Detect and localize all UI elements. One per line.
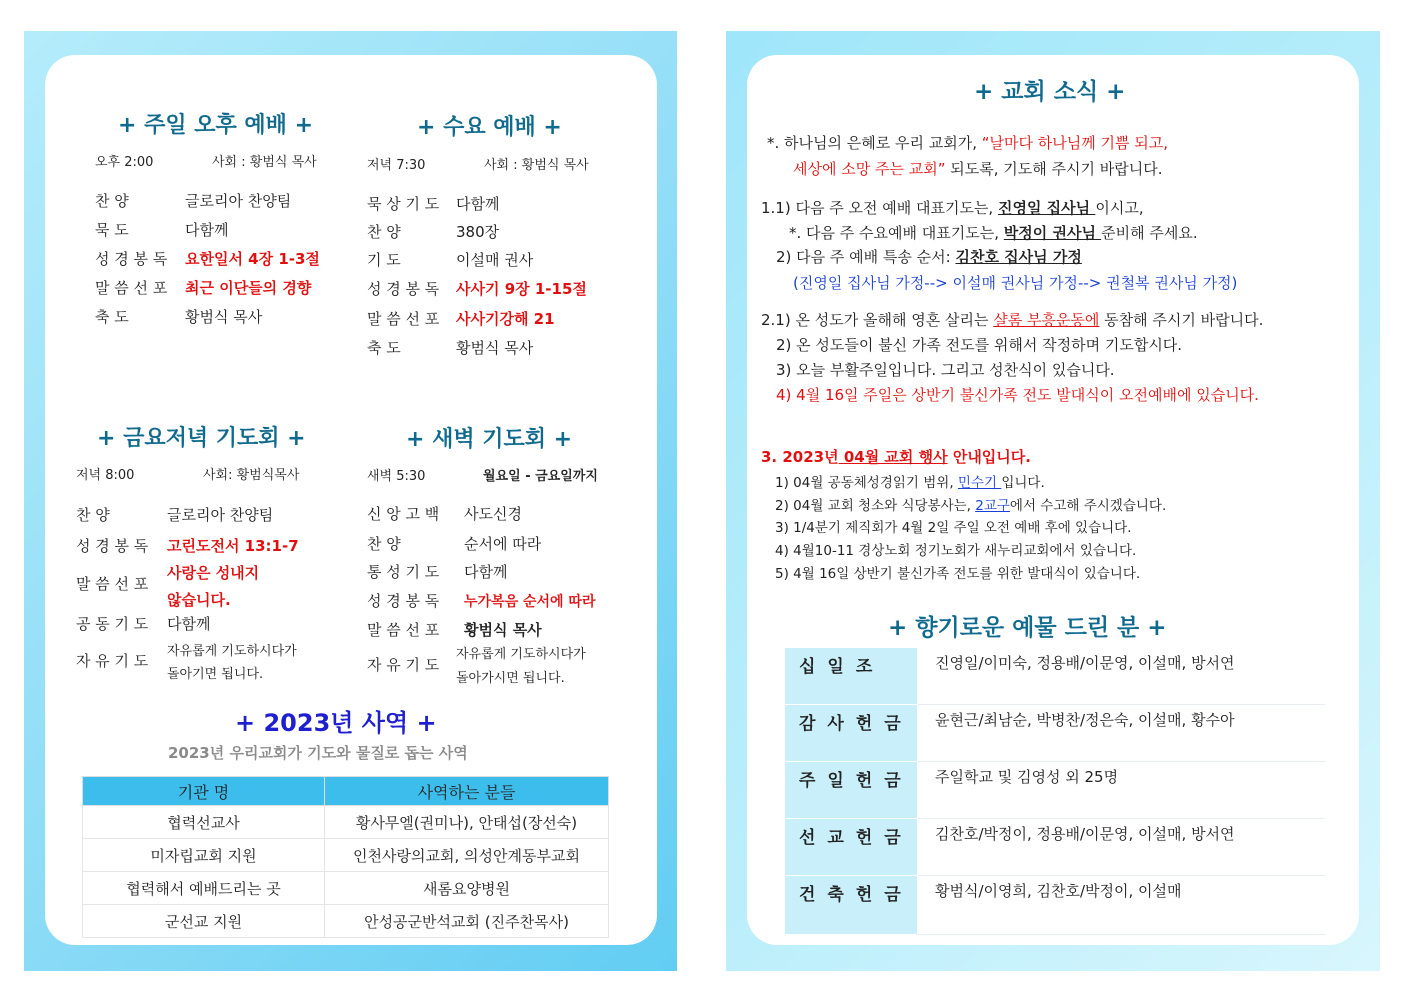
wednesday-title: + 수요 예배 + xyxy=(417,115,562,140)
order-label: 찬 양 xyxy=(367,535,401,553)
table-row xyxy=(83,905,609,938)
table-cell: 새롬요양병원 xyxy=(325,872,609,905)
free-prayer-line1: 자유롭게 기도하시다가 xyxy=(456,647,586,662)
order-label: 자 유 기 도 xyxy=(367,656,440,674)
news-quote: 세상에 소망 주는 교회” xyxy=(793,160,946,178)
offering-row xyxy=(785,876,1325,934)
scripture-reading: 요한일서 4장 1-3절 xyxy=(185,250,320,268)
order-value: 사도신경 xyxy=(464,505,522,523)
news-text: 1.1) 다음 주 오전 예배 대표기도는, xyxy=(761,199,998,217)
news-text: *. 하나님의 은혜로 우리 교회가, xyxy=(767,134,982,152)
special-song-family: 김찬호 집사님 가정 xyxy=(955,248,1082,266)
wednesday-host: 사회 : 황범식 목사 xyxy=(484,158,589,173)
order-label: 성 경 봉 독 xyxy=(76,537,149,555)
news-item xyxy=(775,471,1045,491)
news-item: 2) 온 성도들이 불신 가족 전도를 위해서 작정하며 기도합시다. xyxy=(776,336,1183,354)
news-item xyxy=(776,246,1082,267)
news-intro-line1 xyxy=(767,132,1168,153)
news-item xyxy=(761,309,1263,330)
offering-donors: 김찬호/박정이, 정용배/이문영, 이설매, 방서연 xyxy=(935,825,1235,843)
prayer-leader-name: 박정이 권사님 xyxy=(1003,224,1102,242)
offering-donors: 황범식/이영희, 김찬호/박정이, 이설매 xyxy=(935,882,1182,900)
order-label: 자 유 기 도 xyxy=(76,652,149,670)
order-value: 황범식 목사 xyxy=(185,308,263,326)
free-prayer-line2: 돌아기면 됩니다. xyxy=(167,667,264,682)
column-header: 기관 명 xyxy=(83,777,325,806)
news-text: *. 다음 주 수요예배 대표기도는, xyxy=(789,224,1004,242)
free-prayer-line2: 돌아가시면 됩니다. xyxy=(456,671,565,686)
sermon-title: 최근 이단들의 경향 xyxy=(185,279,312,297)
news-item: 3) 오늘 부활주일입니다. 그리고 성찬식이 있습니다. xyxy=(776,361,1115,379)
order-value: 다함께 xyxy=(185,221,229,239)
news-text: 안내입니다. xyxy=(947,448,1031,466)
scripture-reading: 고린도전서 13:1-7 xyxy=(167,537,299,555)
offering-donors: 진영일/이미숙, 정용배/이문영, 이설매, 방서연 xyxy=(935,654,1235,672)
friday-title: + 금요저녁 기도회 + xyxy=(97,426,306,451)
order-label: 찬 양 xyxy=(95,192,129,210)
offering-type: 건축헌금 xyxy=(799,885,913,905)
order-label: 성 경 봉 독 xyxy=(95,250,168,268)
order-value: 글로리아 찬양팀 xyxy=(167,506,274,524)
special-song-order: (진영일 집사님 가정--> 이설매 권사님 가정--> 권철복 권사님 가정) xyxy=(793,274,1238,292)
order-label: 말 씀 선 포 xyxy=(76,575,149,593)
free-prayer-line1: 자유롭게 기도하시다가 xyxy=(167,644,297,659)
offering-row xyxy=(785,762,1325,818)
prayer-leader-name: 진영일 집사님 xyxy=(997,199,1096,217)
offering-row xyxy=(785,648,1325,704)
news-text: 동참해 주시기 바랍니다. xyxy=(1099,311,1264,329)
scripture-reading: 사사기 9장 1-15절 xyxy=(456,280,587,298)
news-quote: “날마다 하나님께 기쁨 되고, xyxy=(981,134,1168,152)
ministry-table xyxy=(82,776,609,938)
order-value: 글로리아 찬양팀 xyxy=(185,192,292,210)
offerings-table xyxy=(785,648,1325,934)
offering-donors: 주일학교 및 김영성 외 25명 xyxy=(935,768,1119,786)
ministry-title: + 2023년 사역 + xyxy=(235,709,437,737)
cleaning-district: 2교구 xyxy=(975,498,1010,514)
offering-type: 주일헌금 xyxy=(799,771,913,791)
news-item xyxy=(789,222,1198,243)
order-label: 신 앙 고 백 xyxy=(367,505,440,523)
order-label: 묵 상 기 도 xyxy=(367,195,440,213)
news-item: 4) 4월 16일 주일은 상반기 불신가족 전도 발대식이 오전예배에 있습니다. xyxy=(776,386,1259,404)
offering-type: 감사헌금 xyxy=(799,714,913,734)
order-label: 공 동 기 도 xyxy=(76,615,149,633)
ministry-subtitle: 2023년 우리교회가 기도와 물질로 돕는 사역 xyxy=(168,744,468,762)
dawn-title: + 새벽 기도회 + xyxy=(406,427,573,452)
table-header-row xyxy=(83,777,609,806)
news-text: 준비해 주세요. xyxy=(1101,224,1198,242)
news-item: 3) 1/4분기 제직회가 4월 2일 주일 오전 예배 후에 있습니다. xyxy=(775,520,1132,536)
column-header: 사역하는 분들 xyxy=(325,777,609,806)
news-text: 2) 04월 교회 청소와 식당봉사는, xyxy=(775,498,976,514)
monthly-events-heading xyxy=(761,446,1031,467)
revival-movement: 샬롬 부흥운동에 xyxy=(993,311,1100,329)
news-item: 4) 4월10-11 경상노회 정기노회가 새누리교회에서 있습니다. xyxy=(775,543,1137,559)
sermon-title-line2: 않습니다. xyxy=(167,591,231,609)
order-label: 말 씀 선 포 xyxy=(367,310,440,328)
offering-type: 십일조 xyxy=(799,657,885,677)
news-text: 되도록, 기도해 주시기 바랍니다. xyxy=(945,160,1163,178)
news-item xyxy=(761,197,1144,218)
wednesday-time: 저녁 7:30 xyxy=(367,158,426,173)
table-row xyxy=(83,806,609,839)
table-cell: 인천사랑의교회, 의성안계동부교회 xyxy=(325,839,609,872)
offering-row xyxy=(785,819,1325,875)
news-title: + 교회 소식 + xyxy=(974,79,1126,105)
news-text: 입니다. xyxy=(1001,475,1045,491)
dawn-time: 새벽 5:30 xyxy=(367,469,426,484)
sunday-pm-time: 오후 2:00 xyxy=(95,155,154,170)
order-value: 순서에 따라 xyxy=(464,535,542,553)
order-label: 통 성 기 도 xyxy=(367,563,440,581)
order-value: 다함께 xyxy=(456,195,500,213)
table-row xyxy=(83,839,609,872)
news-intro-line2 xyxy=(793,158,1162,179)
order-value: 이설매 권사 xyxy=(456,251,534,269)
scripture-reading: 누가복음 순서에 따라 xyxy=(464,594,596,610)
table-cell: 안성공군반석교회 (진주찬목사) xyxy=(325,905,609,938)
news-text: 1) 04월 공동체성경읽기 범위, xyxy=(775,475,958,491)
order-label: 기 도 xyxy=(367,251,401,269)
table-cell: 군선교 지원 xyxy=(83,905,325,938)
friday-time: 저녁 8:00 xyxy=(76,468,135,483)
table-cell: 황사무엘(권미나), 안태섭(장선숙) xyxy=(325,806,609,839)
news-text: 에서 수고해 주시겠습니다. xyxy=(1009,498,1167,514)
order-label: 성 경 봉 독 xyxy=(367,280,440,298)
sunday-pm-host: 사회 : 황범식 목사 xyxy=(212,155,317,170)
bible-reading-book: 민수기 xyxy=(957,475,1002,491)
order-label: 축 도 xyxy=(95,308,129,326)
order-value: 황범식 목사 xyxy=(456,339,534,357)
news-item xyxy=(775,494,1166,514)
offering-donors: 윤현근/최남순, 박병찬/정은숙, 이설매, 황수아 xyxy=(935,711,1235,729)
offering-type: 선교헌금 xyxy=(799,828,913,848)
order-value: 380장 xyxy=(456,223,500,241)
news-item: 5) 4월 16일 상반기 불신가족 전도를 위한 발대식이 있습니다. xyxy=(775,566,1141,582)
news-text: 2) 다음 주 예배 특송 순서: xyxy=(776,248,956,266)
friday-host: 사회: 황범식목사 xyxy=(203,468,300,483)
table-cell: 미자립교회 지원 xyxy=(83,839,325,872)
dawn-days: 월요일 - 금요일까지 xyxy=(483,469,598,484)
order-label: 찬 양 xyxy=(367,223,401,241)
order-label: 말 씀 선 포 xyxy=(95,279,168,297)
order-value: 다함께 xyxy=(464,563,508,581)
table-cell: 협력선교사 xyxy=(83,806,325,839)
order-value: 다함께 xyxy=(167,615,211,633)
order-label: 찬 양 xyxy=(76,506,110,524)
offering-row xyxy=(785,705,1325,761)
sermon-title: 사사기강해 21 xyxy=(456,310,555,328)
news-text: 04월 교회 행사 xyxy=(838,448,948,466)
order-label: 성 경 봉 독 xyxy=(367,592,440,610)
news-text: 2.1) 온 성도가 올해해 영혼 살리는 xyxy=(761,311,994,329)
sunday-pm-title: + 주일 오후 예배 + xyxy=(118,113,314,138)
offerings-title: + 향기로운 예물 드린 분 + xyxy=(888,615,1167,641)
table-cell: 협력해서 예배드리는 곳 xyxy=(83,872,325,905)
table-row xyxy=(83,872,609,905)
order-label: 축 도 xyxy=(367,339,401,357)
sermon-title-line1: 사랑은 성내지 xyxy=(167,564,260,582)
news-text: 3. 2023년 xyxy=(761,448,839,466)
order-value: 황범식 목사 xyxy=(464,621,542,639)
news-text: 이시고, xyxy=(1095,199,1144,217)
order-label: 말 씀 선 포 xyxy=(367,621,440,639)
order-label: 묵 도 xyxy=(95,221,129,239)
